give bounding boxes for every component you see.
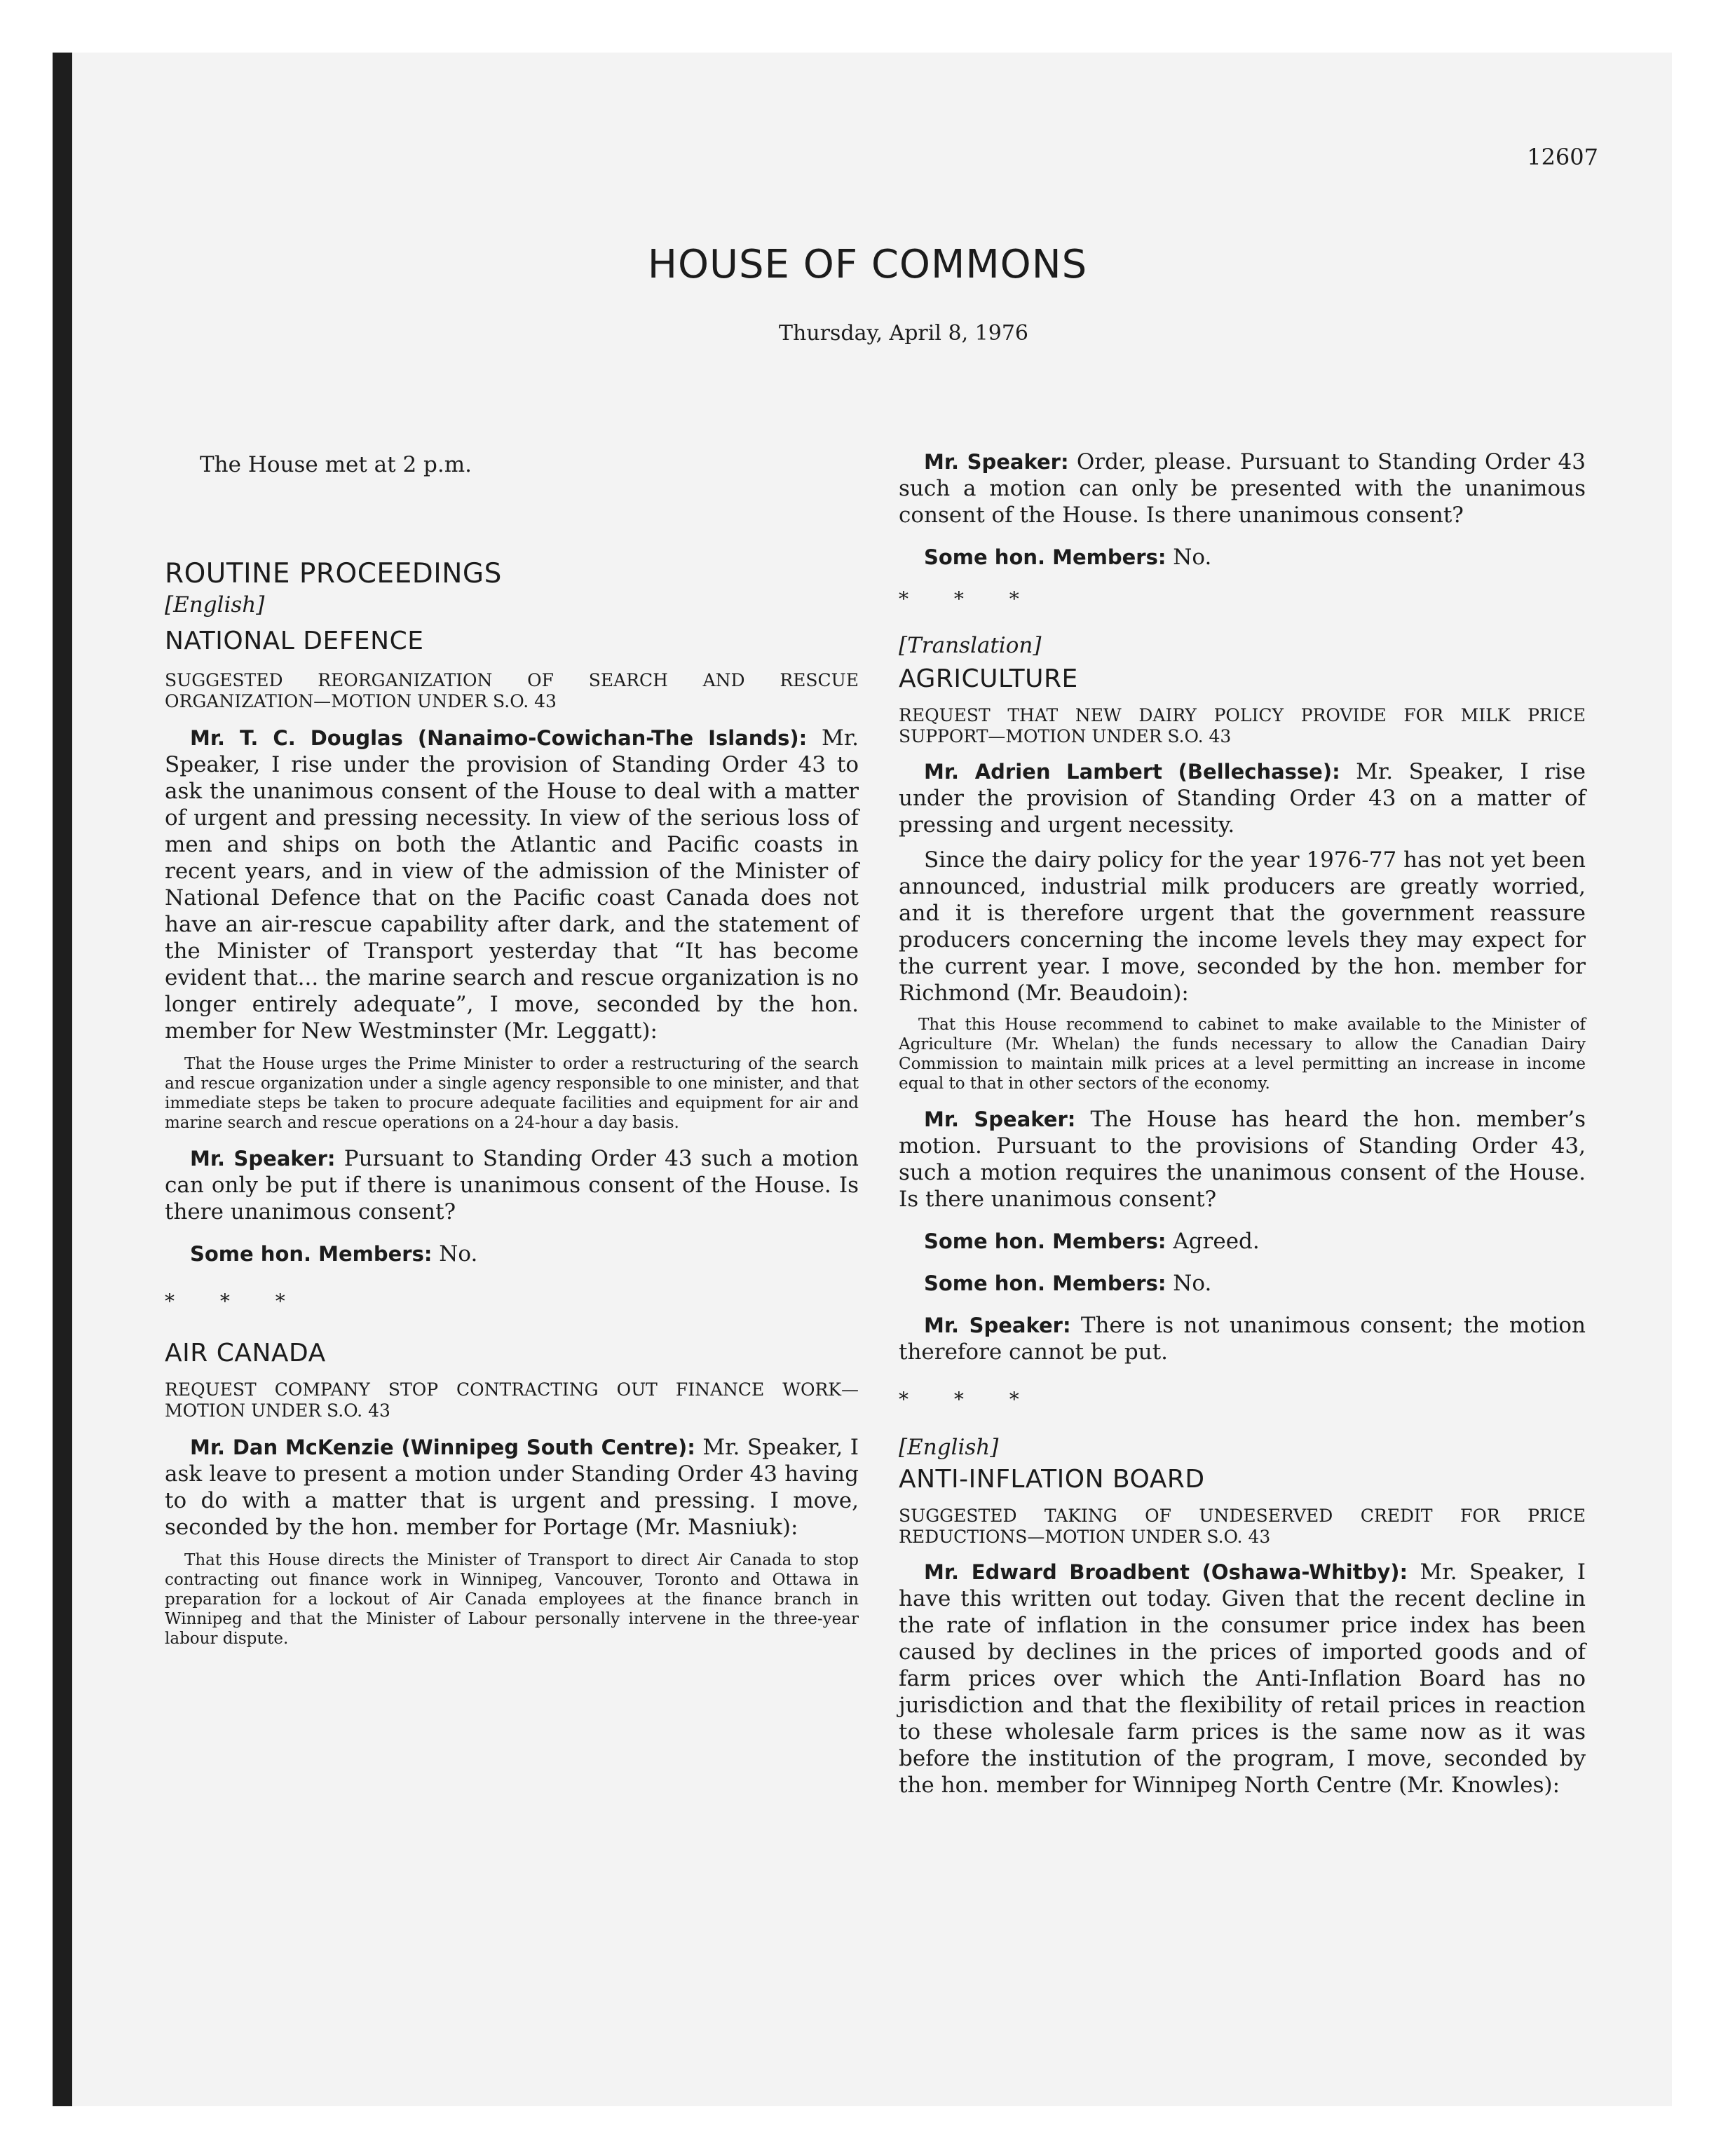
section-heading-national-defence: NATIONAL DEFENCE	[165, 627, 424, 655]
speaker-name: Mr. T. C. Douglas (Nanaimo-Cowichan-The Islands):	[190, 726, 808, 750]
speaker-name: Mr. Speaker:	[924, 450, 1069, 474]
section-heading-agriculture: AGRICULTURE	[899, 664, 1078, 693]
binding-edge	[53, 53, 72, 2106]
speech-text: Mr. Speaker, I have this written out today. Given that the recent decline in the rate of inflation in the consumer price index has been caused by declines in the prices of imported goods and of farm prices over which the Anti-Inflation Board has no jurisdiction and that the flexibility of retail prices in reaction to these wholesale farm prices is the same now as it was before the institution of the program, I move, seconded by the hon. member for Winnipeg North Centre (Mr. Knowles):	[899, 1560, 1586, 1798]
section-subheading: REQUEST THAT NEW DAIRY POLICY PROVIDE FOR MILK PRICE SUPPORT—MOTION UNDER S.O. 43	[899, 705, 1586, 746]
speech-text: The House has heard the hon. member’s motion. Pursuant to the provisions of Standing Order 43, such a motion requires the unanimous consent of the House. Is there unanimous consent?	[899, 1107, 1586, 1212]
speech-speaker	[899, 449, 1586, 528]
speech-text: Pursuant to Standing Order 43 such a motion can only be put if there is unanimous consent of the House. Is there unanimous consent?	[165, 1146, 859, 1224]
speech-text: Order, please. Pursuant to Standing Order 43 such a motion can only be presented with the unanimous consent of the House. Is there unanimous consent?	[899, 449, 1586, 528]
speaker-name: Mr. Dan McKenzie (Winnipeg South Centre):	[190, 1435, 695, 1459]
speech-text: Agreed.	[1166, 1229, 1260, 1254]
motion-text: That the House urges the Prime Minister to order a restructuring of the search and rescue organization under a single agency responsible to one minister, and that immediate steps be taken to procure adequate facilities and equipment for air and marine search and rescue operations on a 24-hour a day basis.	[165, 1055, 859, 1132]
speech-speaker	[899, 1312, 1586, 1365]
speech-members	[899, 544, 1586, 571]
speech-text: There is not unanimous consent; the motion therefore cannot be put.	[899, 1313, 1586, 1365]
speech-members	[899, 1228, 1586, 1255]
section-heading-anti-inflation-board: ANTI-INFLATION BOARD	[899, 1465, 1205, 1494]
left-column	[165, 449, 859, 1649]
speaker-name: Some hon. Members:	[190, 1242, 433, 1266]
speech-text: Mr. Speaker, I ask leave to present a motion under Standing Order 43 having to do with a matter that is urgent and pressing. I move, seconded by the hon. member for Portage (Mr. Masniuk):	[165, 1435, 859, 1540]
sitting-date: Thursday, April 8, 1976	[779, 321, 1028, 346]
speaker-name: Some hon. Members:	[924, 545, 1166, 569]
speaker-name: Mr. Speaker:	[924, 1107, 1076, 1131]
routine-proceedings-heading: ROUTINE PROCEEDINGS	[165, 558, 502, 589]
speaker-name: Mr. Speaker:	[924, 1314, 1071, 1337]
motion-text: That this House directs the Minister of Transport to direct Air Canada to stop contracting out finance work in Winnipeg, Vancouver, Toronto and Ottawa in preparation for a lockout of Air Canada employees at the finance branch in Winnipeg and that the Minister of Labour personally intervene in the three-year labour dispute.	[165, 1551, 859, 1648]
section-heading-air-canada: AIR CANADA	[165, 1339, 326, 1367]
speaker-name: Some hon. Members:	[924, 1229, 1166, 1253]
speech-text: Mr. Speaker, I rise under the provision of Standing Order 43 on a matter of pressing and urgent necessity.	[899, 759, 1586, 838]
right-column	[899, 449, 1586, 1799]
speech-speaker	[165, 1145, 859, 1225]
speech-members	[165, 1241, 859, 1267]
page-number: 12607	[1527, 144, 1598, 170]
document-title: HOUSE OF COMMONS	[647, 242, 1088, 287]
section-separator: * * *	[899, 587, 1039, 610]
speech-broadbent	[899, 1559, 1586, 1799]
section-subheading: SUGGESTED REORGANIZATION OF SEARCH AND RESCUE ORGANIZATION—MOTION UNDER S.O. 43	[165, 670, 859, 711]
speech-lambert-continued: Since the dairy policy for the year 1976-77 has not yet been announced, industrial milk producers are greatly worried, and it is therefore urgent that the government reassure producers concerning the income levels they may expect for the current year. I move, seconded by the hon. member for Richmond (Mr. Beaudoin):	[899, 847, 1586, 1006]
section-separator: * * *	[899, 1388, 1039, 1411]
speech-members	[899, 1270, 1586, 1297]
opening-line: The House met at 2 p.m.	[200, 452, 472, 477]
language-marker: [English]	[165, 592, 265, 618]
speaker-name: Mr. Edward Broadbent (Oshawa-Whitby):	[924, 1560, 1408, 1584]
speech-text: No.	[432, 1241, 478, 1267]
speaker-name: Mr. Speaker:	[190, 1147, 336, 1171]
speech-douglas	[165, 725, 859, 1044]
speaker-name: Some hon. Members:	[924, 1271, 1166, 1295]
speech-mckenzie	[165, 1434, 859, 1541]
speaker-name: Mr. Adrien Lambert (Bellechasse):	[924, 760, 1340, 784]
section-subheading: REQUEST COMPANY STOP CONTRACTING OUT FINANCE WORK—MOTION UNDER S.O. 43	[165, 1379, 859, 1421]
language-marker: [Translation]	[899, 633, 1042, 658]
language-marker: [English]	[899, 1435, 999, 1460]
speech-text: No.	[1166, 545, 1212, 570]
speech-text: No.	[1166, 1271, 1212, 1296]
section-separator: * * *	[165, 1290, 305, 1313]
speech-lambert	[899, 758, 1586, 838]
motion-text: That this House recommend to cabinet to make available to the Minister of Agriculture (Mr. Whelan) the funds necessary to allow the Canadian Dairy Commission to maintain milk prices at a level permitting an increase in income equal to that in other sectors of the economy.	[899, 1016, 1586, 1093]
speech-speaker	[899, 1106, 1586, 1213]
speech-text: Mr. Speaker, I rise under the provision of Standing Order 43 to ask the unanimous consent of the House to deal with a matter of urgent and pressing necessity. In view of the serious loss of men and ships on both the Atlantic and Pacific coasts in recent years, and in view of the admission of the Minister of National Defence that on the Pacific coast Canada does not have an air-rescue capability after dark, and the statement of the Minister of Transport yesterday that “It has become evident that... the marine search and rescue organization is no longer entirely adequate”, I move, seconded by the hon. member for New Westminster (Mr. Leggatt):	[165, 725, 859, 1044]
section-subheading: SUGGESTED TAKING OF UNDESERVED CREDIT FOR PRICE REDUCTIONS—MOTION UNDER S.O. 43	[899, 1506, 1586, 1547]
